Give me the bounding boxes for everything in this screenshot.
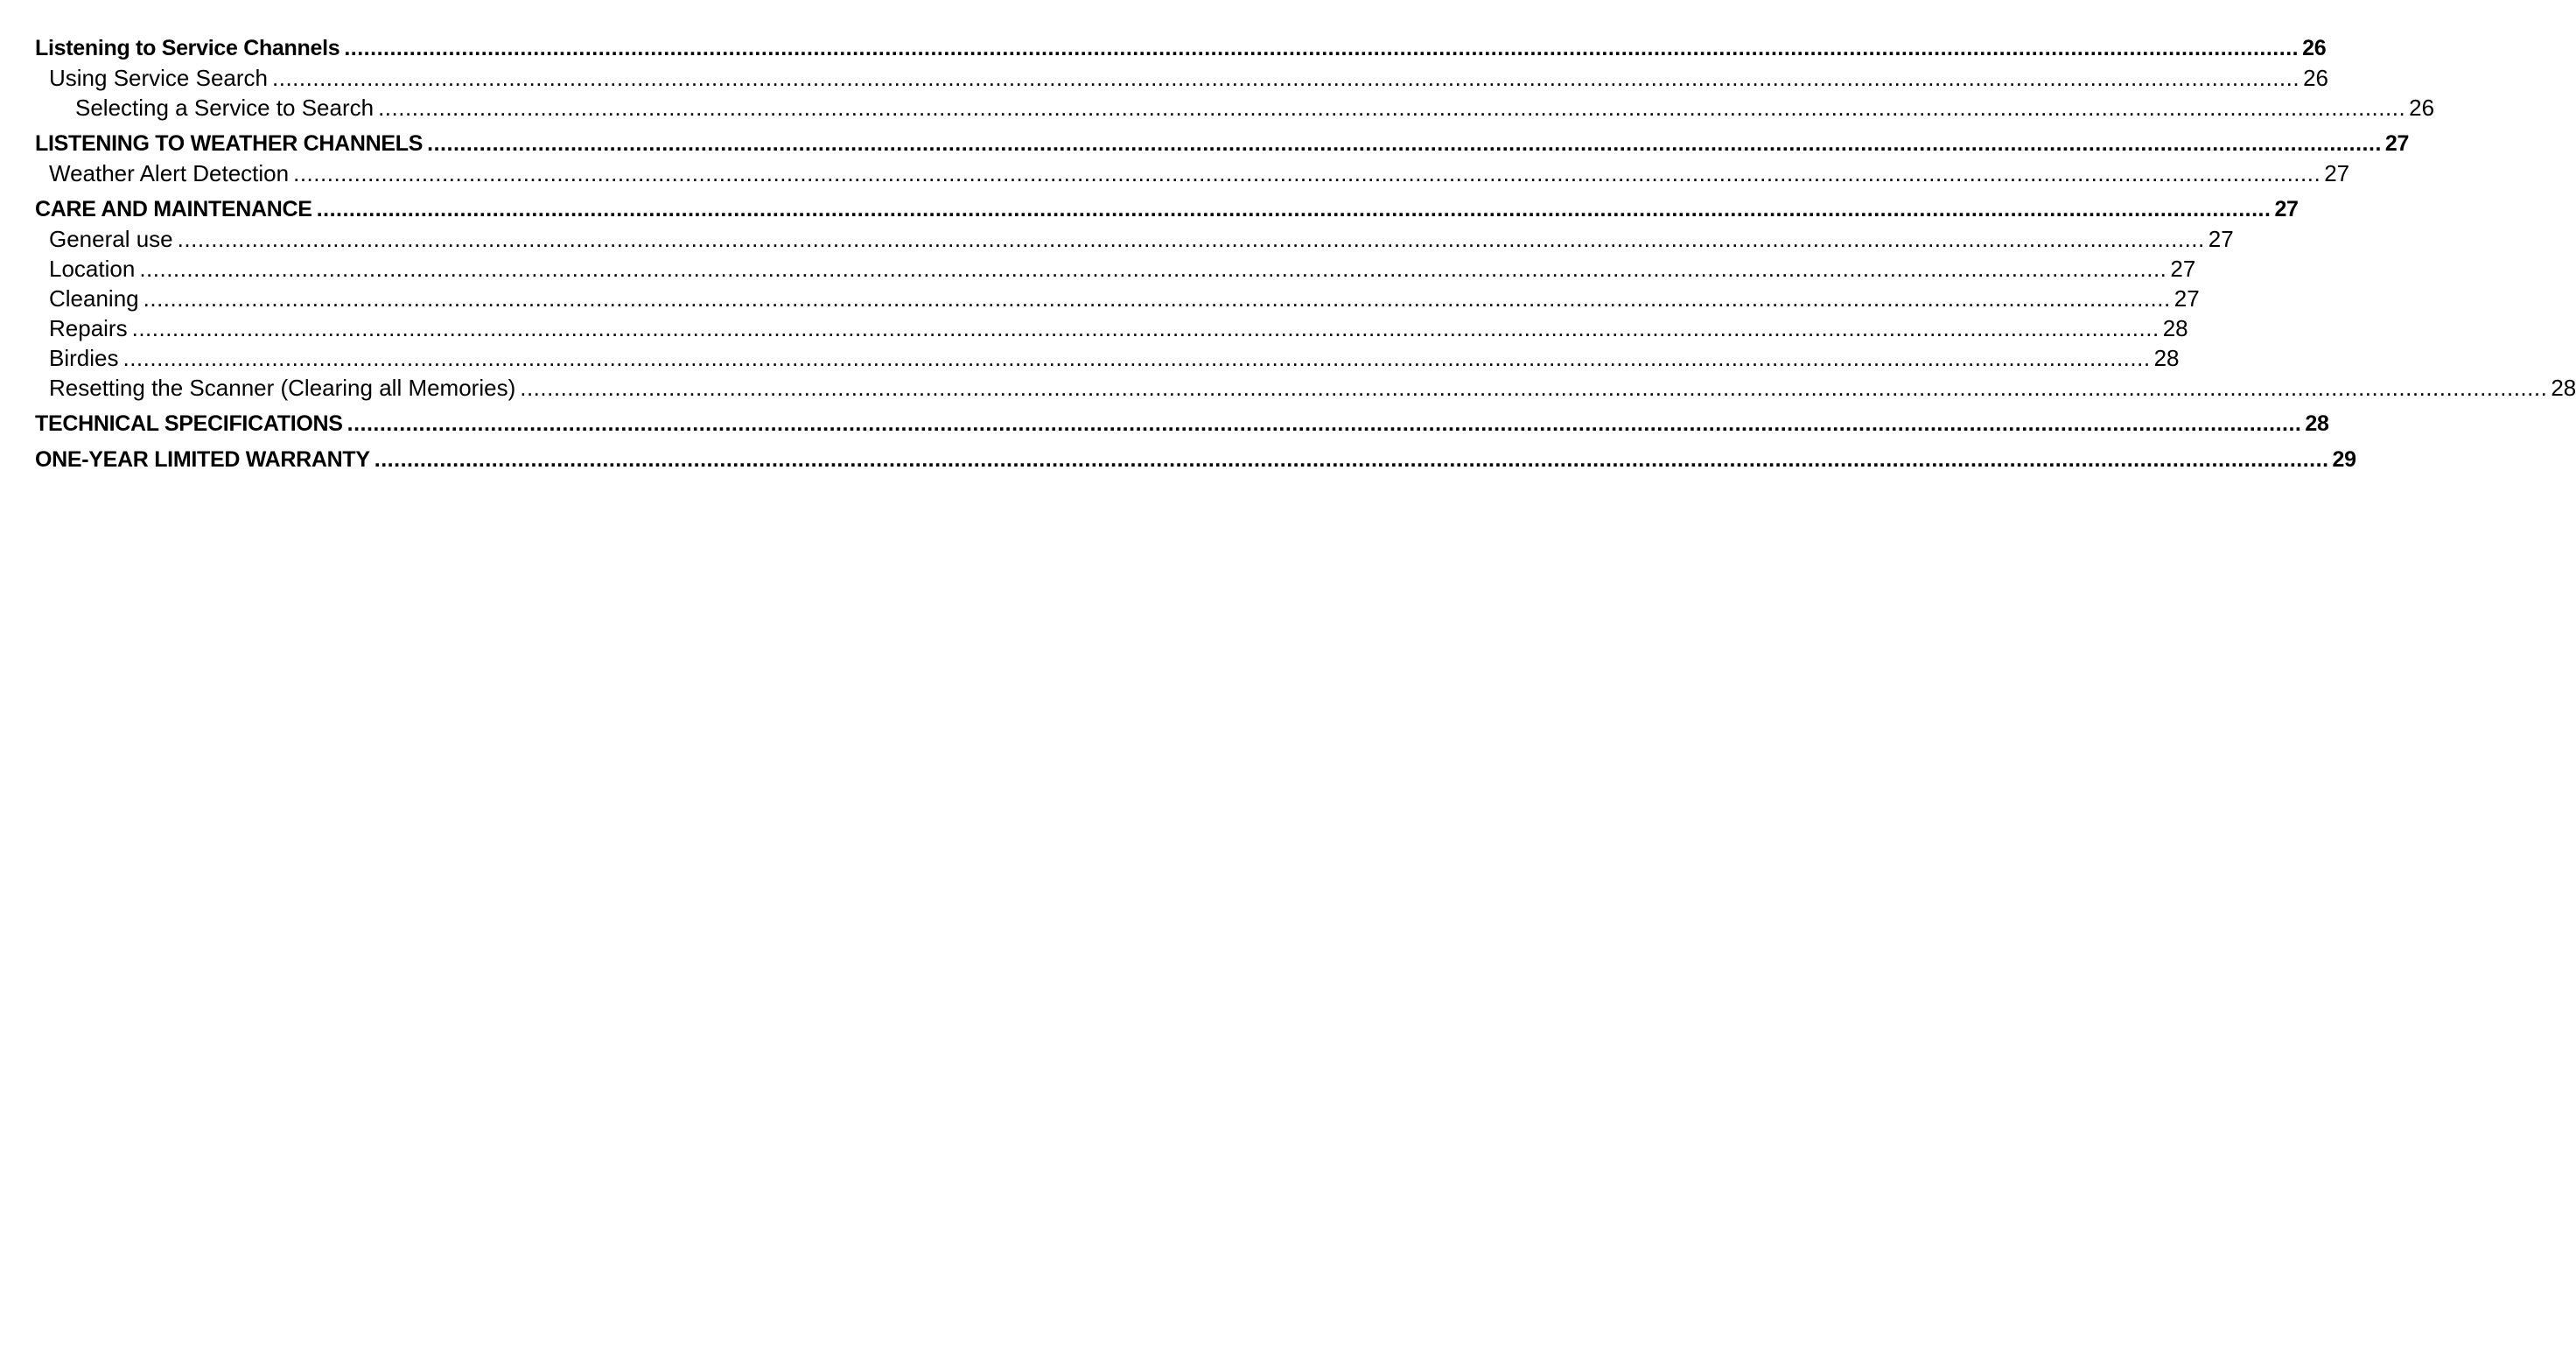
toc-entry-page: 28: [2305, 411, 2329, 436]
toc-entry-title: Listening to Service Channels: [35, 36, 340, 60]
dot-leader: ............................................................................................................................................................................................................................................................................................................: [177, 226, 2205, 252]
toc-entry-page: 26: [2409, 95, 2435, 121]
toc-entry-title: ONE-YEAR LIMITED WARRANTY: [35, 447, 370, 472]
toc-entry-page: 28: [2153, 345, 2180, 371]
toc-entry-page: 27: [2384, 131, 2410, 156]
toc-entry-page: 27: [2274, 197, 2299, 221]
toc-entry[interactable]: [35, 224, 2234, 254]
toc-entry[interactable]: [35, 93, 2435, 123]
toc-entry[interactable]: [35, 284, 2200, 313]
toc-entry-title: Weather Alert Detection: [49, 160, 290, 186]
toc-entry[interactable]: [35, 445, 2356, 474]
toc-entry-page: 28: [2551, 375, 2576, 401]
toc-entry-page: 28: [2162, 315, 2188, 341]
toc-entry[interactable]: [35, 194, 2299, 224]
toc-entry[interactable]: [35, 33, 2327, 63]
toc-entry-title: LISTENING TO WEATHER CHANNELS: [35, 131, 424, 156]
toc-entry[interactable]: [35, 343, 2180, 373]
dot-leader: ............................................................................................................................................................................................................................................................................................................: [131, 315, 2160, 341]
dot-leader: ............................................................................................................................................................................................................................................................................................................: [378, 95, 2406, 121]
toc-entry-title: Birdies: [49, 345, 119, 371]
dot-leader: ............................................................................................................................................................................................................................................................................................................: [293, 160, 2321, 186]
toc-entry-page: 26: [2302, 36, 2327, 60]
toc-entry-title: Cleaning: [49, 285, 139, 312]
toc-entry-page: 27: [2174, 285, 2200, 312]
toc-entry-title: TECHNICAL SPECIFICATIONS: [35, 411, 343, 436]
toc-entry-title: Repairs: [49, 315, 128, 341]
dot-leader: ............................................................................................................................................................................................................................................................................................................: [272, 65, 2300, 91]
toc-entry-title: Location: [49, 256, 136, 282]
toc-entry[interactable]: [35, 373, 2576, 403]
toc-entry-page: 27: [2170, 256, 2196, 282]
toc-entry[interactable]: [35, 63, 2329, 93]
toc-entry-title: Selecting a Service to Search: [75, 95, 374, 121]
toc-entry[interactable]: [35, 313, 2188, 343]
dot-leader: ............................................................................................................................................................................................................................................................................................................: [139, 256, 2167, 282]
dot-leader: ............................................................................................................................................................................................................................................................................................................: [122, 345, 2151, 371]
toc-entry-title: CARE AND MAINTENANCE: [35, 197, 312, 221]
dot-leader: ............................................................................................................................................................................................................................................................................................................: [346, 411, 2302, 436]
toc-entry[interactable]: [35, 409, 2329, 439]
dot-leader: ............................................................................................................................................................................................................................................................................................................: [143, 285, 2171, 312]
table-of-contents: [35, 33, 2576, 474]
dot-leader: ............................................................................................................................................................................................................................................................................................................: [374, 447, 2329, 472]
toc-entry-title: Using Service Search: [49, 65, 268, 91]
toc-entry-title: Resetting the Scanner (Clearing all Memories): [49, 375, 516, 401]
dot-leader: ............................................................................................................................................................................................................................................................................................................: [427, 131, 2382, 156]
toc-entry[interactable]: [35, 254, 2196, 284]
dot-leader: ............................................................................................................................................................................................................................................................................................................: [344, 36, 2300, 60]
dot-leader: ............................................................................................................................................................................................................................................................................................................: [520, 375, 2548, 401]
toc-entry[interactable]: [35, 158, 2350, 188]
toc-entry-page: 29: [2332, 447, 2356, 472]
toc-entry-title: General use: [49, 226, 173, 252]
toc-entry-page: 26: [2303, 65, 2329, 91]
toc-entry-page: 27: [2324, 160, 2350, 186]
toc-entry-page: 27: [2208, 226, 2234, 252]
dot-leader: ............................................................................................................................................................................................................................................................................................................: [316, 197, 2272, 221]
toc-entry[interactable]: [35, 129, 2410, 158]
